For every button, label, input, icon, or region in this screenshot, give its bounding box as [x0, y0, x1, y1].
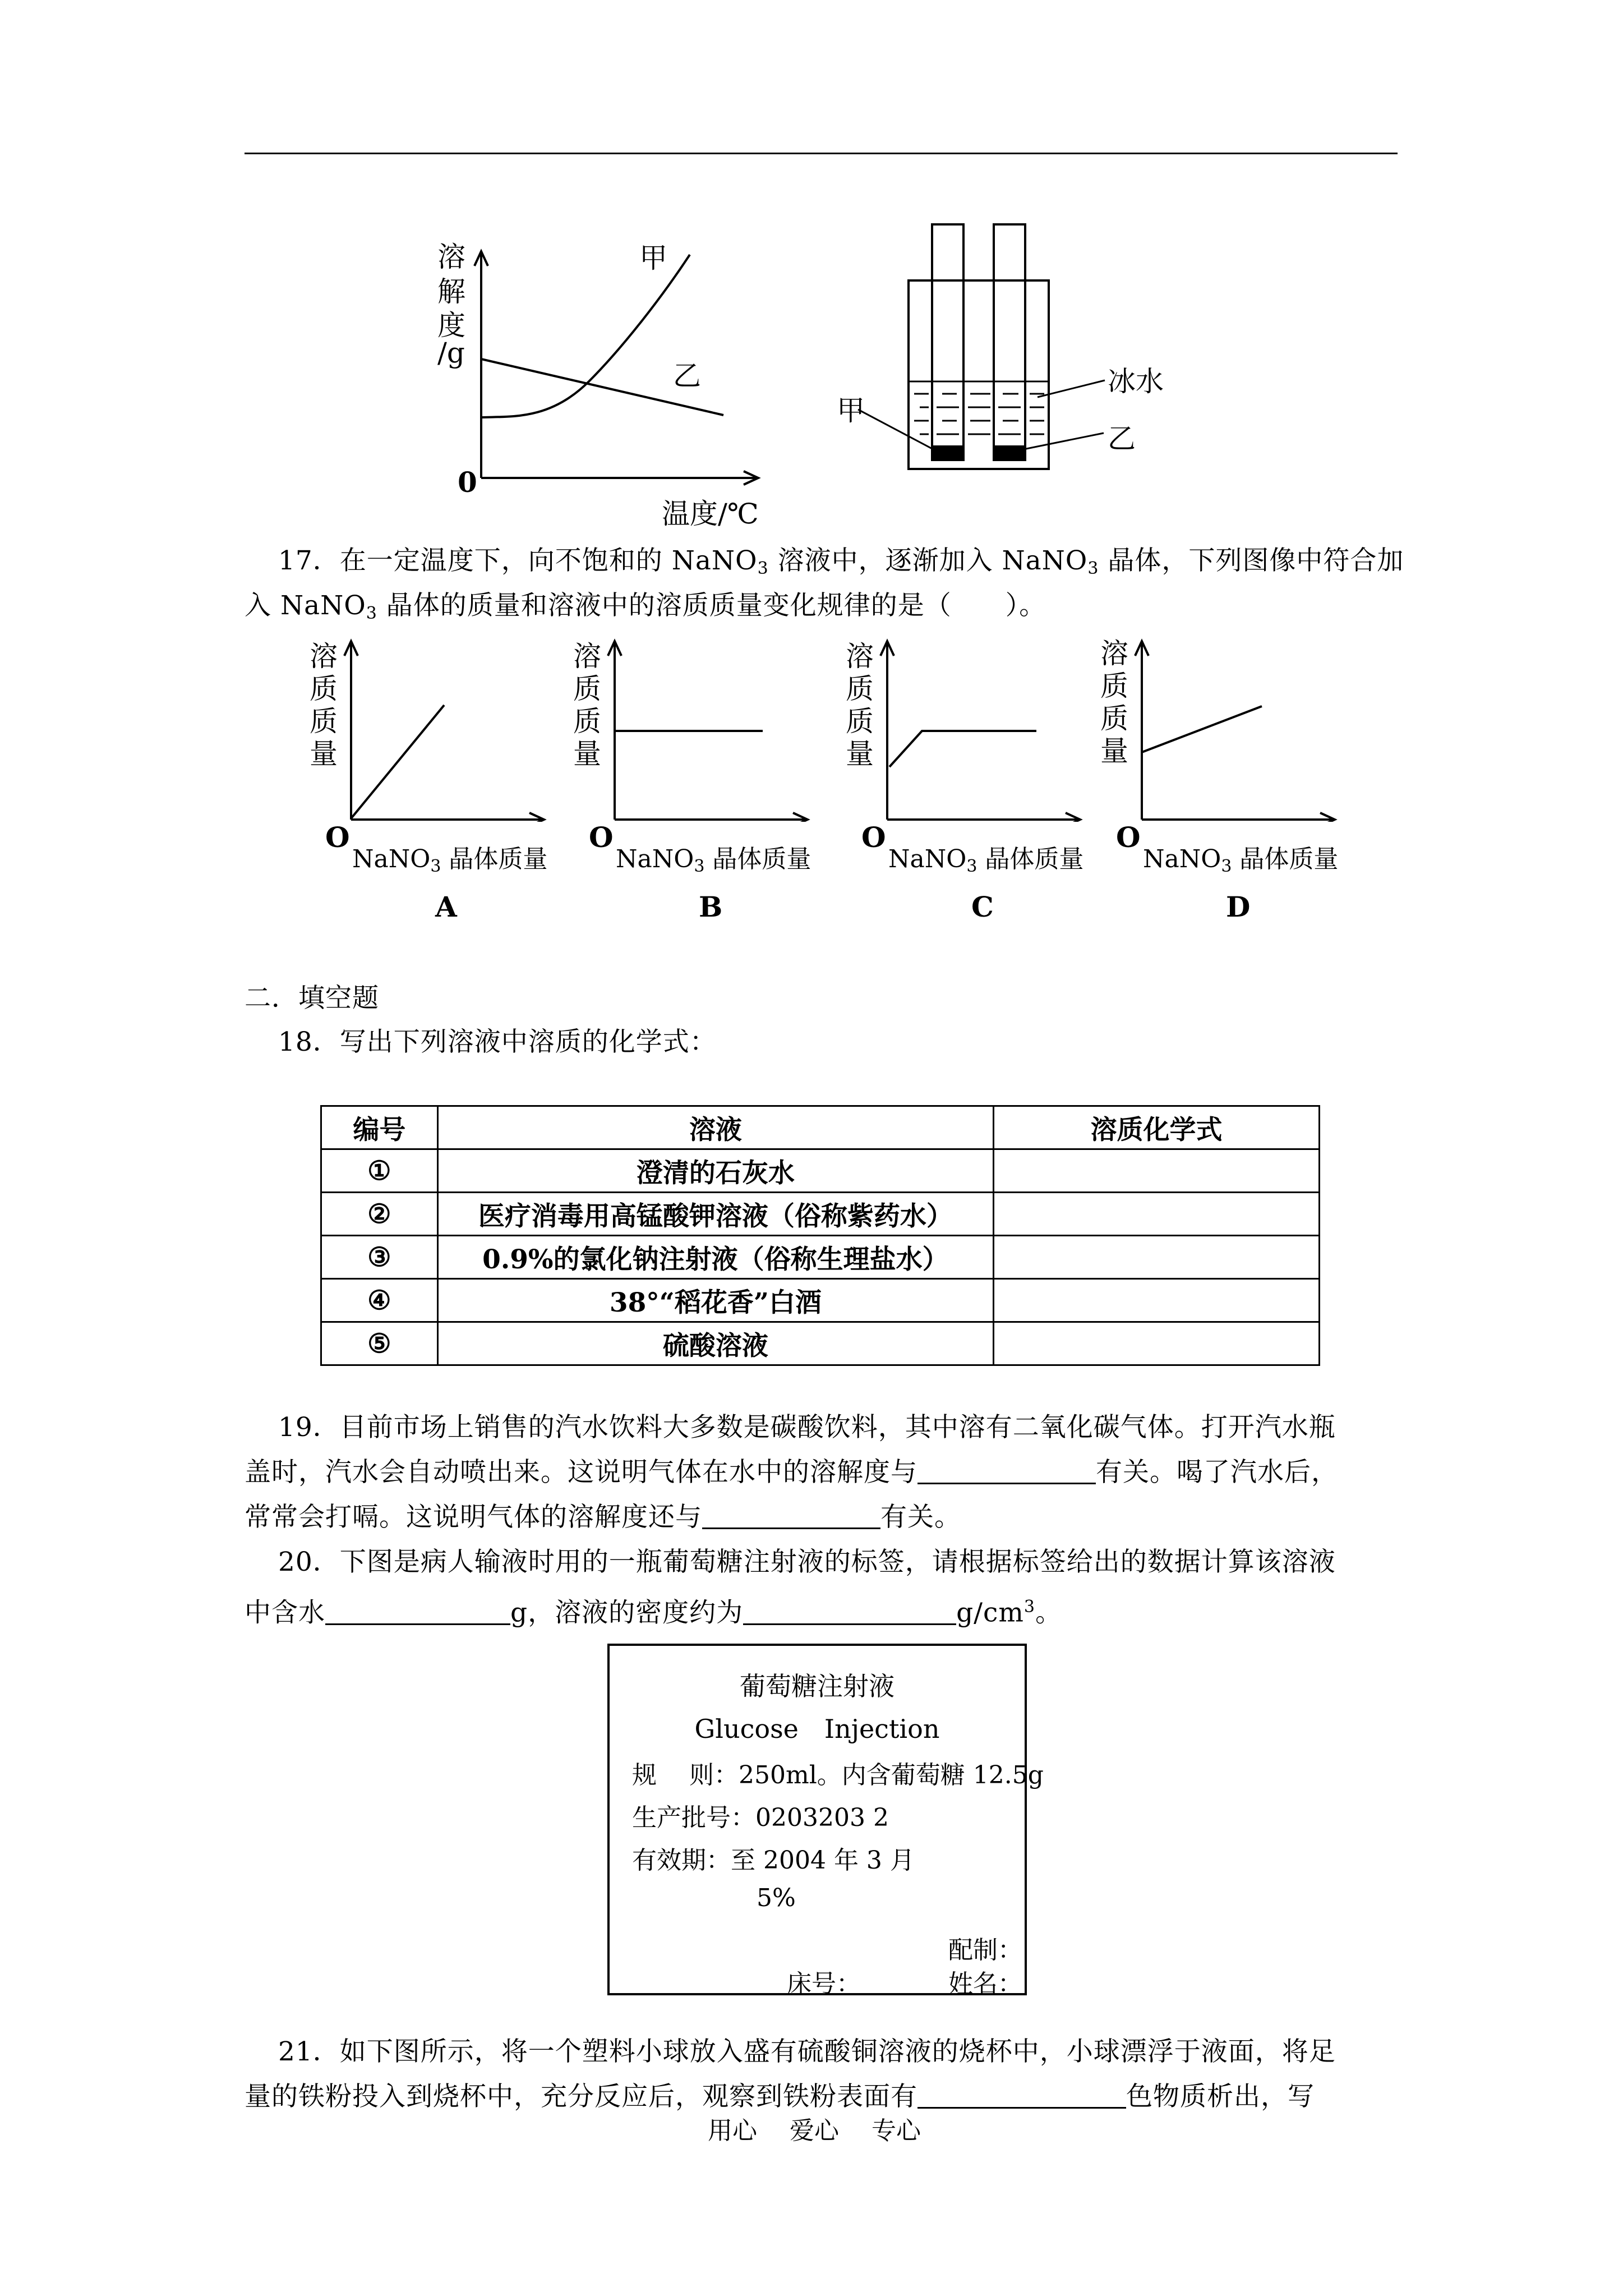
- glucose-prepared-by: 配制：: [948, 1936, 1022, 1964]
- y-label-3: 质: [846, 705, 874, 738]
- x-label: NaNO$_3$ 晶体质量: [888, 845, 1084, 876]
- q19-line-1: 19．目前市场上销售的汽水饮料大多数是碳酸饮料，其中溶有二氧化碳气体。打开汽水瓶: [278, 1412, 1336, 1443]
- glucose-expiry: 有效期：至 2004 年 3 月: [632, 1846, 915, 1875]
- y-label-1: 溶: [846, 640, 874, 673]
- q21-line-1: 21．如下图所示，将一个塑料小球放入盛有硫酸铜溶液的烧杯中，小球漂浮于液面，将足: [278, 2036, 1336, 2067]
- glucose-batch: 生产批号：0203203 2: [632, 1803, 889, 1832]
- q20-line-2: 中含水 g，溶液的密度约为 $g/cm^3$。: [245, 1585, 1062, 1636]
- q20-line-1: 20．下图是病人输液时用的一瓶葡萄糖注射液的标签，请根据标签给出的数据计算该溶液: [278, 1547, 1336, 1577]
- origin-label: O: [325, 821, 350, 854]
- row-formula-cell[interactable]: [994, 1193, 1320, 1236]
- y-axis-label-1: 溶: [437, 241, 465, 273]
- q19-blank-1[interactable]: [917, 1455, 1096, 1484]
- tube-b: [994, 224, 1025, 460]
- curve-a: [481, 255, 690, 417]
- glucose-title-cn: 葡萄糖注射液: [740, 1671, 895, 1701]
- graph-d-axes: [1094, 631, 1340, 822]
- y-label-3: 质: [310, 705, 338, 738]
- graph-b-axes: [566, 631, 813, 822]
- tube-a-solid: [933, 445, 962, 459]
- row-solution: 澄清的石灰水: [437, 1149, 993, 1193]
- row-number: ⑤: [321, 1322, 438, 1365]
- origin-label: O: [589, 821, 614, 854]
- y-label-1: 溶: [1100, 637, 1128, 670]
- q18-prompt: 18．写出下列溶液中溶质的化学式：: [278, 1027, 717, 1057]
- curve-a-label: 甲: [639, 242, 667, 274]
- tube-b-solid: [995, 445, 1024, 459]
- q17-line-2: 入 NaNO$_3$ 晶体的质量和溶液中的溶质质量变化规律的是（ ）。: [245, 590, 1046, 623]
- table-row: [321, 1322, 1320, 1365]
- y-axis-label-3: 度: [437, 309, 465, 342]
- page-footer: 用心 爱心 专心: [708, 2116, 921, 2145]
- y-label-1: 溶: [310, 640, 338, 673]
- option-d-label: D: [1226, 890, 1251, 923]
- y-label-2: 质: [846, 673, 874, 705]
- header-solution: 溶液: [437, 1106, 993, 1149]
- curve-b-label: 乙: [673, 360, 701, 392]
- y-axis-label-2: 解: [437, 275, 465, 308]
- graph-c-line: [889, 731, 1036, 767]
- x-label: NaNO$_3$ 晶体质量: [1143, 845, 1339, 876]
- glucose-concentration: 5%: [757, 1884, 796, 1912]
- section-title: 二．填空题: [245, 983, 379, 1014]
- q17-line-1: 17．在一定温度下，向不饱和的 NaNO$_3$ 溶液中，逐渐加入 NaNO$_3$ 晶体，下列图像中符合加: [278, 545, 1404, 578]
- q19-blank-2[interactable]: [702, 1499, 880, 1529]
- y-label-4: 量: [310, 738, 338, 770]
- solubility-figure: [426, 219, 785, 533]
- q20-blank-density[interactable]: [743, 1595, 956, 1625]
- y-label-4: 量: [846, 738, 874, 770]
- row-solution: 医疗消毒用高锰酸钾溶液（俗称紫药水）: [437, 1193, 993, 1236]
- option-a-label: A: [435, 890, 457, 923]
- table-row: [321, 1193, 1320, 1236]
- y-label-1: 溶: [573, 640, 601, 673]
- header-number: 编号: [321, 1106, 438, 1149]
- ice-water-label: 冰水: [1108, 365, 1164, 398]
- test-tubes-figure: [824, 219, 1195, 477]
- table-row: [321, 1149, 1320, 1193]
- row-formula-cell[interactable]: [994, 1279, 1320, 1322]
- y-label-3: 质: [573, 705, 601, 738]
- glucose-bed-no: 床号：: [787, 1970, 861, 1998]
- tube-a: [932, 224, 963, 460]
- row-number: ③: [321, 1236, 438, 1279]
- header-rule: [245, 153, 1398, 154]
- q19-line-3: 常常会打嗝。这说明气体的溶解度还与 有关。: [245, 1495, 961, 1540]
- row-solution: 38°“稻花香”白酒: [437, 1279, 993, 1322]
- y-label-3: 质: [1100, 702, 1128, 735]
- q17-graph-a: [303, 631, 550, 923]
- origin-label: 0: [458, 466, 477, 499]
- table-header-row: [321, 1106, 1320, 1149]
- row-number: ②: [321, 1193, 438, 1236]
- graph-c-axes: [839, 631, 1086, 822]
- row-formula-cell[interactable]: [994, 1149, 1320, 1193]
- y-label-4: 量: [573, 738, 601, 770]
- q18-table: [320, 1105, 1320, 1366]
- row-solution: 硫酸溶液: [437, 1322, 993, 1365]
- tube-b-label: 乙: [1108, 422, 1136, 455]
- tube-a-label: 甲: [837, 394, 865, 427]
- graph-a-line: [351, 705, 444, 818]
- glucose-title-en: Glucose Injection: [694, 1714, 940, 1744]
- solubility-axes: [426, 219, 785, 533]
- glucose-label-box: [607, 1644, 1044, 1998]
- graph-d-line: [1142, 706, 1262, 752]
- glucose-name: 姓名：: [948, 1970, 1022, 1998]
- q17-graph-d: [1094, 631, 1340, 923]
- q17-graph-b: [566, 631, 813, 923]
- y-label-2: 质: [573, 673, 601, 705]
- y-label-4: 量: [1100, 735, 1128, 767]
- origin-label: O: [861, 821, 886, 854]
- x-label: NaNO$_3$ 晶体质量: [352, 845, 548, 876]
- y-label-2: 质: [310, 673, 338, 705]
- x-axis-label: 温度/℃: [662, 498, 759, 530]
- row-solution: 0.9%的氯化钠注射液（俗称生理盐水）: [437, 1236, 993, 1279]
- table-row: [321, 1279, 1320, 1322]
- table-row: [321, 1236, 1320, 1279]
- row-number: ①: [321, 1149, 438, 1193]
- x-label: NaNO$_3$ 晶体质量: [616, 845, 811, 876]
- header-formula: 溶质化学式: [994, 1106, 1320, 1149]
- q21-blank-color[interactable]: [917, 2079, 1126, 2109]
- row-formula-cell[interactable]: [994, 1236, 1320, 1279]
- q21-line-2: 量的铁粉投入到烧杯中，充分反应后，观察到铁粉表面有 色物质析出，写: [245, 2074, 1315, 2119]
- row-number: ④: [321, 1279, 438, 1322]
- option-b-label: B: [699, 890, 723, 923]
- option-c-label: C: [971, 890, 994, 923]
- q17-graph-c: [839, 631, 1086, 923]
- test-tubes-drawing: [824, 219, 1195, 477]
- y-label-2: 质: [1100, 670, 1128, 702]
- graph-a-axes: [303, 631, 550, 822]
- y-axis-label-4: /g: [437, 337, 465, 369]
- glucose-spec: 规 则：250ml。内含葡萄糖 12.5g: [632, 1761, 1044, 1789]
- q19-line-2: 盖时，汽水会自动喷出来。这说明气体在水中的溶解度与 有关。喝了汽水后，: [245, 1450, 1338, 1495]
- origin-label: O: [1116, 821, 1141, 854]
- q20-blank-water[interactable]: [325, 1595, 510, 1625]
- row-formula-cell[interactable]: [994, 1322, 1320, 1365]
